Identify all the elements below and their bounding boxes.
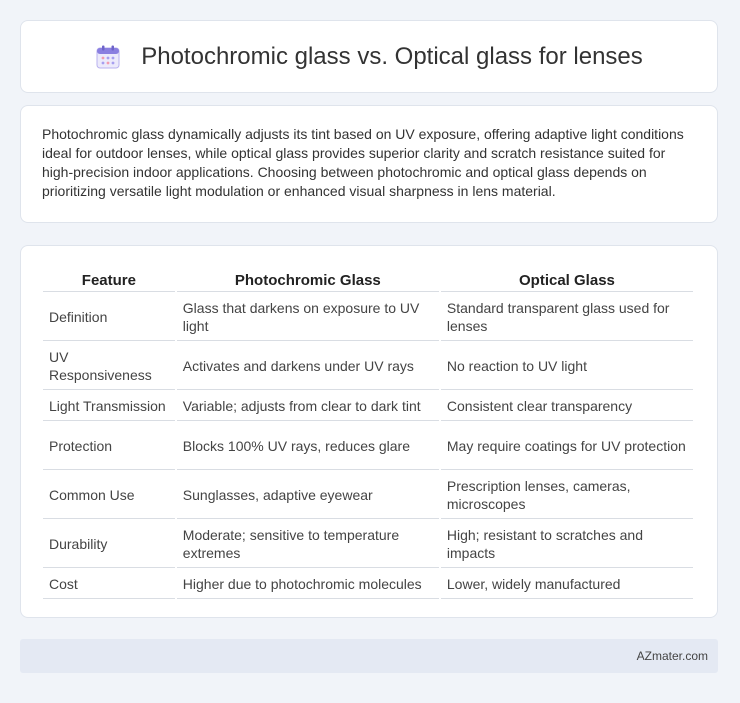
comparison-table-card <box>20 245 718 618</box>
page-title: Photochromic glass vs. Optical glass for lenses <box>141 42 643 70</box>
column-header: Feature <box>43 266 175 292</box>
calendar-icon <box>95 44 121 70</box>
table-cell: Standard transparent glass used for lenses <box>441 294 693 341</box>
table-cell: Durability <box>43 521 175 568</box>
table-cell: Prescription lenses, cameras, microscopes <box>441 472 693 519</box>
table-cell: May require coatings for UV protection <box>441 423 693 470</box>
table-row <box>43 423 693 470</box>
table-row <box>43 343 693 390</box>
table-cell: Higher due to photochromic molecules <box>177 570 439 599</box>
table-cell: Protection <box>43 423 175 470</box>
table-row <box>43 521 693 568</box>
column-header: Optical Glass <box>441 266 693 292</box>
table-row <box>43 472 693 519</box>
table-cell: UV Responsiveness <box>43 343 175 390</box>
table-cell: Moderate; sensitive to temperature extremes <box>177 521 439 568</box>
table-cell: Cost <box>43 570 175 599</box>
table-cell: Glass that darkens on exposure to UV light <box>177 294 439 341</box>
column-header: Photochromic Glass <box>177 266 439 292</box>
table-cell: Sunglasses, adaptive eyewear <box>177 472 439 519</box>
footer-brand-link[interactable]: AZmater.com <box>636 649 708 663</box>
footer <box>20 639 718 673</box>
table-cell: No reaction to UV light <box>441 343 693 390</box>
table-row <box>43 570 693 599</box>
table-cell: Lower, widely manufactured <box>441 570 693 599</box>
table-cell: Blocks 100% UV rays, reduces glare <box>177 423 439 470</box>
title-card <box>20 20 718 93</box>
table-cell: Variable; adjusts from clear to dark tint <box>177 392 439 421</box>
summary-text: Photochromic glass dynamically adjusts its tint based on UV exposure, offering adaptive light conditions ideal for outdoor lenses, while optical glass provides superior clarity and scratch resistance suited for high-precision indoor applications. Choosing between photochromic and optical glass depends on prioritizing versatile light modulation or enhanced visual sharpness in lens material. <box>42 126 684 199</box>
table-cell: Common Use <box>43 472 175 519</box>
table-cell: Activates and darkens under UV rays <box>177 343 439 390</box>
table-cell: Light Transmission <box>43 392 175 421</box>
table-cell: Consistent clear transparency <box>441 392 693 421</box>
table-header-row <box>43 266 693 292</box>
summary-card <box>20 105 718 223</box>
table-row <box>43 294 693 341</box>
table-cell: High; resistant to scratches and impacts <box>441 521 693 568</box>
comparison-table <box>41 264 695 601</box>
table-cell: Definition <box>43 294 175 341</box>
table-row <box>43 392 693 421</box>
